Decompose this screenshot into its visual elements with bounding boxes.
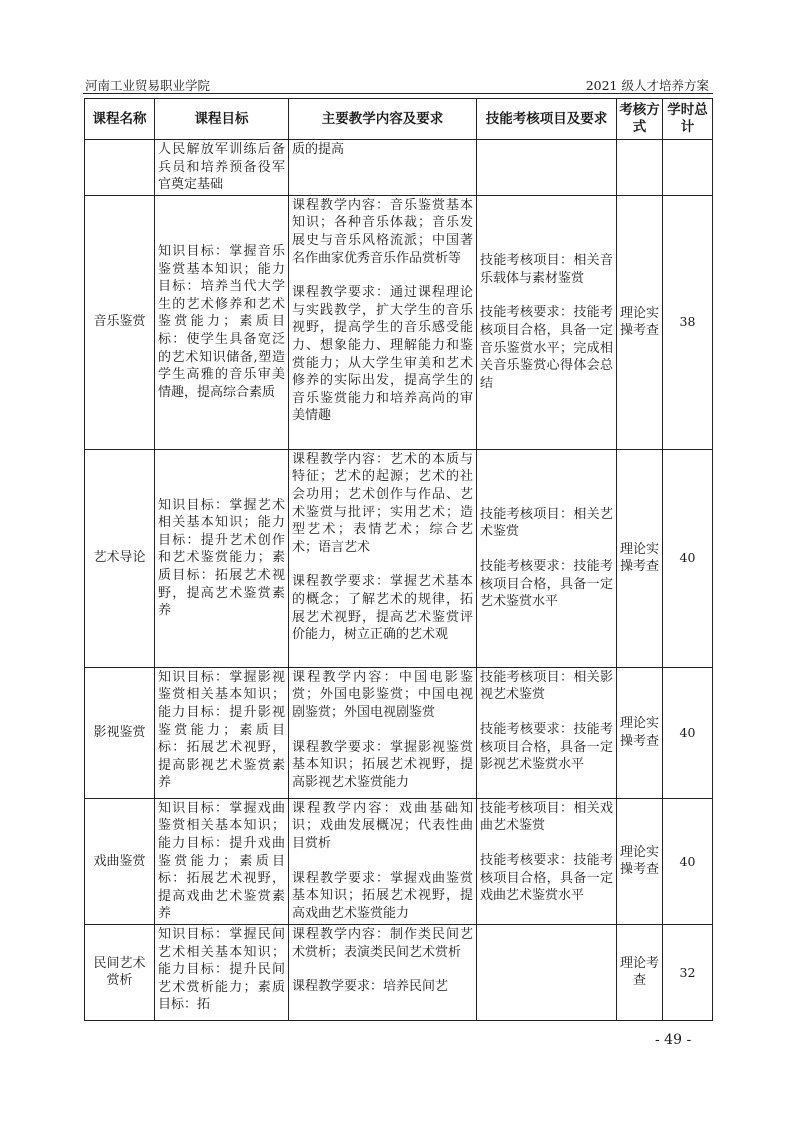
course-name: 影视鉴赏 (85, 667, 155, 798)
course-name (85, 140, 155, 196)
column-header: 课程目标 (155, 99, 289, 140)
content-text: 课程教学内容：中国电影鉴赏；外国电影鉴赏；中国电视剧鉴赏；外国电视剧鉴赏 (292, 669, 473, 720)
course-name: 音乐鉴赏 (85, 195, 155, 449)
skill-assessment (477, 195, 617, 449)
content-text: 课程教学内容：戏曲基础知识；戏曲发展概况；代表性曲目赏析 (292, 800, 473, 851)
total-hours: 40 (663, 449, 713, 667)
table-row (85, 667, 713, 798)
table-row (85, 195, 713, 449)
skill-assessment (477, 140, 617, 196)
assessment-method: 理论考查 (617, 924, 663, 1020)
assessment-method (617, 140, 663, 196)
content-requirement: 课程教学要求：掌握艺术基本的概念；了解艺术的规律，拓展艺术视野，提高艺术鉴赏评价能力，树立正确的艺术观 (292, 574, 473, 643)
skill-assessment (477, 667, 617, 798)
skill-item: 技能考核项目：相关音乐载体与素材鉴赏 (480, 253, 613, 286)
content-text: 质的提高 (292, 142, 345, 157)
content-requirement: 课程教学要求：通过课程理论与实践教学，扩大学生的音乐视野，提高学生的音乐感受能力、想象能力、理解能力和鉴赏能力；从大学生审美和艺术修养的实际出发，提高学生的音乐鉴赏能力和培养高尚的审美情趣 (292, 285, 473, 424)
total-hours: 38 (663, 195, 713, 449)
skill-assessment (477, 798, 617, 924)
course-content (289, 195, 477, 449)
table-header-row (85, 99, 713, 140)
total-hours: 32 (663, 924, 713, 1020)
skill-item: 技能考核项目：相关戏曲艺术鉴赏 (480, 800, 613, 834)
total-hours (663, 140, 713, 196)
assessment-method: 理论实操考查 (617, 449, 663, 667)
skill-requirement: 技能考核要求：技能考核项目合格，具备一定艺术鉴赏水平 (480, 558, 613, 610)
course-goal: 知识目标：掌握民间艺术相关基本知识；能力目标：提升民间艺术赏析能力；素质目标：拓 (155, 924, 289, 1020)
assessment-method: 理论实操考查 (617, 798, 663, 924)
skill-assessment (477, 449, 617, 667)
course-goal: 知识目标：掌握艺术相关基本知识；能力目标：提升艺术创作和艺术鉴赏能力；素质目标：拓展艺术视野，提高艺术鉴赏素养 (155, 449, 289, 667)
course-goal: 知识目标：掌握戏曲鉴赏相关基本知识；能力目标：提升戏曲鉴赏能力；素质目标：拓展艺术视野，提高戏曲艺术鉴赏素养 (155, 798, 289, 924)
column-header: 课程名称 (85, 99, 155, 140)
table-row (85, 449, 713, 667)
school-name: 河南工业贸易职业学院 (85, 78, 211, 93)
column-header: 学时总计 (663, 99, 713, 140)
course-content (289, 140, 477, 196)
assessment-method: 理论实操考查 (617, 667, 663, 798)
skill-item: 技能考核项目：相关影视艺术鉴赏 (480, 669, 613, 703)
total-hours: 40 (663, 798, 713, 924)
content-requirement: 课程教学要求：掌握戏曲鉴赏基本知识；拓展艺术视野，提高戏曲艺术鉴赏能力 (292, 870, 473, 921)
skill-assessment (477, 924, 617, 1020)
header-divider (83, 93, 713, 94)
page-number: - 49 - (655, 1032, 692, 1048)
course-content (289, 798, 477, 924)
column-header: 技能考核项目及要求 (477, 99, 617, 140)
total-hours: 40 (663, 667, 713, 798)
skill-requirement: 技能考核要求：技能考核项目合格，具备一定戏曲艺术鉴赏水平 (480, 852, 613, 904)
course-name: 民间艺术赏析 (85, 924, 155, 1020)
table-row (85, 924, 713, 1020)
course-name: 戏曲鉴赏 (85, 798, 155, 924)
skill-requirement: 技能考核要求：技能考核项目合格，具备一定影视艺术鉴赏水平 (480, 721, 613, 773)
column-header: 考核方式 (617, 99, 663, 140)
table-row (85, 140, 713, 196)
table-row (85, 798, 713, 924)
course-content (289, 924, 477, 1020)
course-content (289, 449, 477, 667)
assessment-method: 理论实操考查 (617, 195, 663, 449)
skill-requirement: 技能考核要求：技能考核项目合格，具备一定音乐鉴赏水平；完成相关音乐鉴赏心得体会总结 (480, 305, 613, 391)
content-text: 课程教学内容：艺术的本质与特征；艺术的起源；艺术的社会功用；艺术创作与作品、艺术鉴赏与批评；实用艺术；造型艺术；表情艺术；综合艺术；语言艺术 (292, 451, 473, 555)
plan-title: 2021 级人才培养方案 (585, 78, 709, 93)
column-header: 主要教学内容及要求 (289, 99, 477, 140)
course-goal: 知识目标：掌握影视鉴赏相关基本知识；能力目标：提升影视鉴赏能力；素质目标：拓展艺术视野，提高影视艺术鉴赏素养 (155, 667, 289, 798)
content-requirement: 课程教学要求：培养民间艺 (292, 979, 449, 995)
content-text: 课程教学内容：音乐鉴赏基本知识；各种音乐体裁；音乐发展史与音乐风格流派；中国著名作曲家优秀音乐作品赏析等 (292, 197, 473, 266)
content-text: 课程教学内容：制作类民间艺术赏析；表演类民间艺术赏析 (292, 926, 473, 960)
skill-item: 技能考核项目：相关艺术鉴赏 (480, 506, 613, 540)
page-header (83, 76, 711, 94)
course-goal: 知识目标：掌握音乐鉴赏基本知识；能力目标：培养当代大学生的艺术修养和艺术鉴赏能力；素质目标：使学生具备宽泛的艺术知识储备,塑造学生高雅的音乐审美情趣，提高综合素质 (155, 195, 289, 449)
course-content (289, 667, 477, 798)
course-name: 艺术导论 (85, 449, 155, 667)
content-requirement: 课程教学要求：掌握影视鉴赏基本知识；拓展艺术视野，提高影视艺术鉴赏能力 (292, 739, 473, 790)
course-goal: 人民解放军训练后备兵员和培养预备役军官奠定基础 (155, 140, 289, 196)
course-table (84, 98, 713, 1021)
